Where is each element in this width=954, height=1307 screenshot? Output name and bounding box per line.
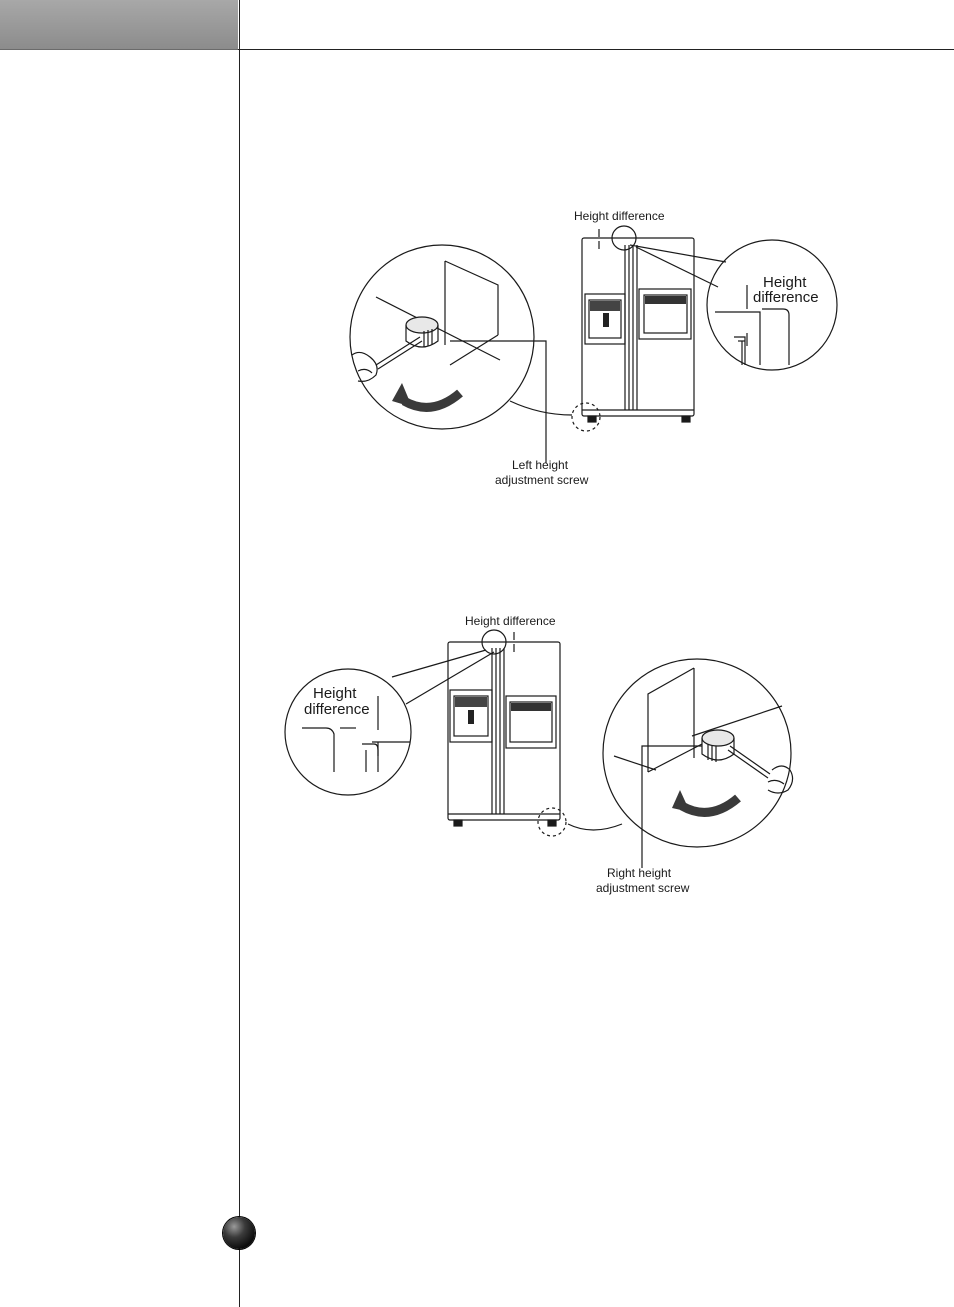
zoom-difference-label: difference — [753, 289, 819, 306]
screw-label-line1-2: Right height — [607, 866, 672, 880]
figure-left-adjustment — [340, 205, 840, 495]
figure-right-adjustment — [282, 610, 802, 900]
screw-label-line2: adjustment screw — [495, 473, 589, 487]
page-marker-dot — [223, 1217, 255, 1249]
screw-label-line1: Left height — [512, 458, 569, 472]
zoom-circle-right — [603, 659, 791, 847]
figure-left-adjustment-drawing — [340, 205, 840, 495]
refrigerator-body — [582, 238, 694, 416]
figure-right-adjustment-drawing — [282, 610, 802, 900]
zoom-difference-label-2: difference — [304, 701, 370, 718]
zoom-height-label-2: Height — [313, 685, 357, 702]
height-difference-label-2: Height difference — [465, 614, 556, 628]
screw-label-line2-2: adjustment screw — [596, 881, 690, 895]
zoom-height-label: Height — [763, 274, 807, 291]
header-rule — [238, 49, 954, 50]
height-difference-label: Height difference — [574, 209, 665, 223]
margin-rule — [239, 0, 240, 1307]
section-header-tab — [0, 0, 238, 50]
